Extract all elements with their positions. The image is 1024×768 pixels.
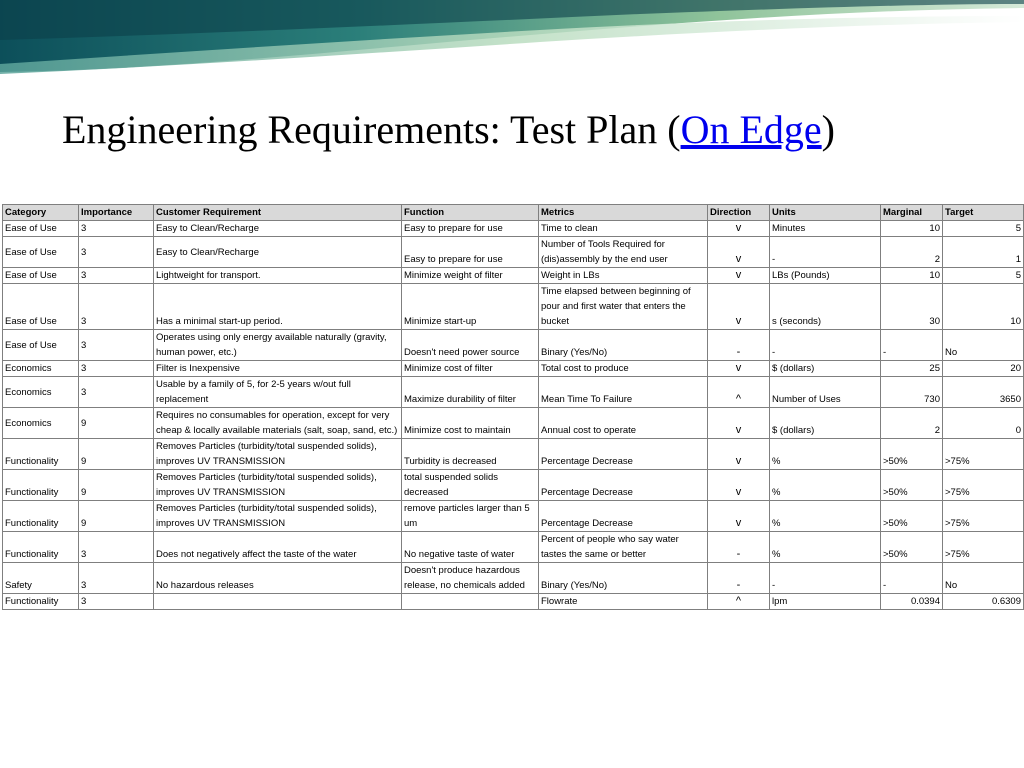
- function-cell: Doesn't produce hazardous release, no chemicals added: [402, 563, 539, 594]
- function-cell: Doesn't need power source: [402, 330, 539, 361]
- target-cell: >75%: [943, 439, 1024, 470]
- marginal-cell: 2: [881, 237, 943, 268]
- direction-cell: -: [708, 532, 770, 563]
- customer-requirement-cell: Requires no consumables for operation, except for very cheap & locally available materials (salt, soap, sand, etc.): [154, 408, 402, 439]
- direction-cell: v: [708, 361, 770, 377]
- metrics-cell: Weight in LBs: [539, 268, 708, 284]
- function-cell: [402, 594, 539, 610]
- metrics-cell: Mean Time To Failure: [539, 377, 708, 408]
- table-row: [3, 330, 1024, 361]
- importance-cell: 9: [79, 439, 154, 470]
- metrics-cell: Flowrate: [539, 594, 708, 610]
- marginal-cell: 10: [881, 268, 943, 284]
- customer-requirement-cell: Has a minimal start-up period.: [154, 284, 402, 330]
- target-cell: 3650: [943, 377, 1024, 408]
- title-prefix: Engineering Requirements: Test Plan (: [62, 107, 681, 152]
- importance-cell: 3: [79, 284, 154, 330]
- target-cell: 10: [943, 284, 1024, 330]
- function-cell: total suspended solids decreased: [402, 470, 539, 501]
- category-cell: Ease of Use: [3, 268, 79, 284]
- function-cell: No negative taste of water: [402, 532, 539, 563]
- direction-cell: ^: [708, 377, 770, 408]
- metrics-cell: Percentage Decrease: [539, 470, 708, 501]
- header-marginal: Marginal: [881, 205, 943, 221]
- units-cell: %: [770, 501, 881, 532]
- function-cell: remove particles larger than 5 um: [402, 501, 539, 532]
- units-cell: %: [770, 439, 881, 470]
- customer-requirement-cell: Does not negatively affect the taste of the water: [154, 532, 402, 563]
- marginal-cell: 10: [881, 221, 943, 237]
- function-cell: Minimize cost of filter: [402, 361, 539, 377]
- units-cell: -: [770, 237, 881, 268]
- marginal-cell: 30: [881, 284, 943, 330]
- target-cell: 0.6309: [943, 594, 1024, 610]
- direction-cell: -: [708, 330, 770, 361]
- importance-cell: 3: [79, 532, 154, 563]
- table-row: [3, 284, 1024, 330]
- table-row: [3, 563, 1024, 594]
- header-importance: Importance: [79, 205, 154, 221]
- target-cell: No: [943, 563, 1024, 594]
- units-cell: LBs (Pounds): [770, 268, 881, 284]
- direction-cell: ^: [708, 594, 770, 610]
- header-units: Units: [770, 205, 881, 221]
- customer-requirement-cell: Operates using only energy available naturally (gravity, human power, etc.): [154, 330, 402, 361]
- target-cell: >75%: [943, 470, 1024, 501]
- target-cell: >75%: [943, 532, 1024, 563]
- target-cell: No: [943, 330, 1024, 361]
- table-row: [3, 237, 1024, 268]
- target-cell: 20: [943, 361, 1024, 377]
- header-banner: [0, 0, 1024, 80]
- category-cell: Ease of Use: [3, 221, 79, 237]
- metrics-cell: Binary (Yes/No): [539, 330, 708, 361]
- customer-requirement-cell: Easy to Clean/Recharge: [154, 221, 402, 237]
- customer-requirement-cell: Removes Particles (turbidity/total suspended solids), improves UV TRANSMISSION: [154, 439, 402, 470]
- units-cell: %: [770, 532, 881, 563]
- header-target: Target: [943, 205, 1024, 221]
- slide-title: [62, 108, 835, 152]
- table-header-row: [3, 205, 1024, 221]
- category-cell: Economics: [3, 361, 79, 377]
- on-edge-link[interactable]: On Edge: [680, 107, 822, 152]
- customer-requirement-cell: No hazardous releases: [154, 563, 402, 594]
- table-row: [3, 470, 1024, 501]
- units-cell: Minutes: [770, 221, 881, 237]
- direction-cell: -: [708, 563, 770, 594]
- marginal-cell: -: [881, 563, 943, 594]
- direction-cell: v: [708, 237, 770, 268]
- category-cell: Functionality: [3, 532, 79, 563]
- metrics-cell: Percentage Decrease: [539, 501, 708, 532]
- marginal-cell: 25: [881, 361, 943, 377]
- marginal-cell: 730: [881, 377, 943, 408]
- metrics-cell: Percentage Decrease: [539, 439, 708, 470]
- table-row: [3, 377, 1024, 408]
- category-cell: Economics: [3, 408, 79, 439]
- importance-cell: 3: [79, 594, 154, 610]
- customer-requirement-cell: Lightweight for transport.: [154, 268, 402, 284]
- table-row: [3, 501, 1024, 532]
- marginal-cell: >50%: [881, 501, 943, 532]
- table-row: [3, 532, 1024, 563]
- marginal-cell: >50%: [881, 439, 943, 470]
- category-cell: Functionality: [3, 594, 79, 610]
- category-cell: Ease of Use: [3, 330, 79, 361]
- units-cell: $ (dollars): [770, 408, 881, 439]
- importance-cell: 9: [79, 501, 154, 532]
- metrics-cell: Total cost to produce: [539, 361, 708, 377]
- metrics-cell: Time to clean: [539, 221, 708, 237]
- units-cell: s (seconds): [770, 284, 881, 330]
- direction-cell: v: [708, 268, 770, 284]
- importance-cell: 9: [79, 470, 154, 501]
- category-cell: Functionality: [3, 501, 79, 532]
- customer-requirement-cell: [154, 594, 402, 610]
- header-function: Function: [402, 205, 539, 221]
- function-cell: Easy to prepare for use: [402, 221, 539, 237]
- importance-cell: 3: [79, 377, 154, 408]
- importance-cell: 3: [79, 330, 154, 361]
- function-cell: Maximize durability of filter: [402, 377, 539, 408]
- marginal-cell: 2: [881, 408, 943, 439]
- category-cell: Functionality: [3, 439, 79, 470]
- importance-cell: 3: [79, 268, 154, 284]
- direction-cell: v: [708, 501, 770, 532]
- metrics-cell: Annual cost to operate: [539, 408, 708, 439]
- function-cell: Turbidity is decreased: [402, 439, 539, 470]
- customer-requirement-cell: Removes Particles (turbidity/total suspended solids), improves UV TRANSMISSION: [154, 470, 402, 501]
- target-cell: >75%: [943, 501, 1024, 532]
- importance-cell: 3: [79, 361, 154, 377]
- function-cell: Easy to prepare for use: [402, 237, 539, 268]
- marginal-cell: >50%: [881, 470, 943, 501]
- marginal-cell: >50%: [881, 532, 943, 563]
- units-cell: Number of Uses: [770, 377, 881, 408]
- table-row: [3, 268, 1024, 284]
- header-direction: Direction: [708, 205, 770, 221]
- customer-requirement-cell: Removes Particles (turbidity/total suspended solids), improves UV TRANSMISSION: [154, 501, 402, 532]
- table-row: [3, 594, 1024, 610]
- target-cell: 5: [943, 221, 1024, 237]
- metrics-cell: Time elapsed between beginning of pour and first water that enters the bucket: [539, 284, 708, 330]
- direction-cell: v: [708, 284, 770, 330]
- category-cell: Ease of Use: [3, 284, 79, 330]
- table-row: [3, 361, 1024, 377]
- marginal-cell: 0.0394: [881, 594, 943, 610]
- units-cell: -: [770, 330, 881, 361]
- function-cell: Minimize start-up: [402, 284, 539, 330]
- target-cell: 0: [943, 408, 1024, 439]
- category-cell: Ease of Use: [3, 237, 79, 268]
- header-customer-requirement: Customer Requirement: [154, 205, 402, 221]
- importance-cell: 9: [79, 408, 154, 439]
- direction-cell: v: [708, 470, 770, 501]
- customer-requirement-cell: Usable by a family of 5, for 2-5 years w/out full replacement: [154, 377, 402, 408]
- table-row: [3, 408, 1024, 439]
- function-cell: Minimize weight of filter: [402, 268, 539, 284]
- header-metrics: Metrics: [539, 205, 708, 221]
- importance-cell: 3: [79, 563, 154, 594]
- title-suffix: ): [821, 107, 835, 152]
- units-cell: -: [770, 563, 881, 594]
- direction-cell: v: [708, 439, 770, 470]
- direction-cell: v: [708, 408, 770, 439]
- category-cell: Functionality: [3, 470, 79, 501]
- marginal-cell: -: [881, 330, 943, 361]
- importance-cell: 3: [79, 221, 154, 237]
- units-cell: lpm: [770, 594, 881, 610]
- metrics-cell: Number of Tools Required for (dis)assembly by the end user: [539, 237, 708, 268]
- customer-requirement-cell: Easy to Clean/Recharge: [154, 237, 402, 268]
- units-cell: %: [770, 470, 881, 501]
- customer-requirement-cell: Filter is Inexpensive: [154, 361, 402, 377]
- requirements-table: [2, 204, 1024, 610]
- metrics-cell: Binary (Yes/No): [539, 563, 708, 594]
- units-cell: $ (dollars): [770, 361, 881, 377]
- target-cell: 1: [943, 237, 1024, 268]
- header-category: Category: [3, 205, 79, 221]
- function-cell: Minimize cost to maintain: [402, 408, 539, 439]
- direction-cell: v: [708, 221, 770, 237]
- category-cell: Safety: [3, 563, 79, 594]
- table-row: [3, 221, 1024, 237]
- table-row: [3, 439, 1024, 470]
- metrics-cell: Percent of people who say water tastes the same or better: [539, 532, 708, 563]
- importance-cell: 3: [79, 237, 154, 268]
- category-cell: Economics: [3, 377, 79, 408]
- target-cell: 5: [943, 268, 1024, 284]
